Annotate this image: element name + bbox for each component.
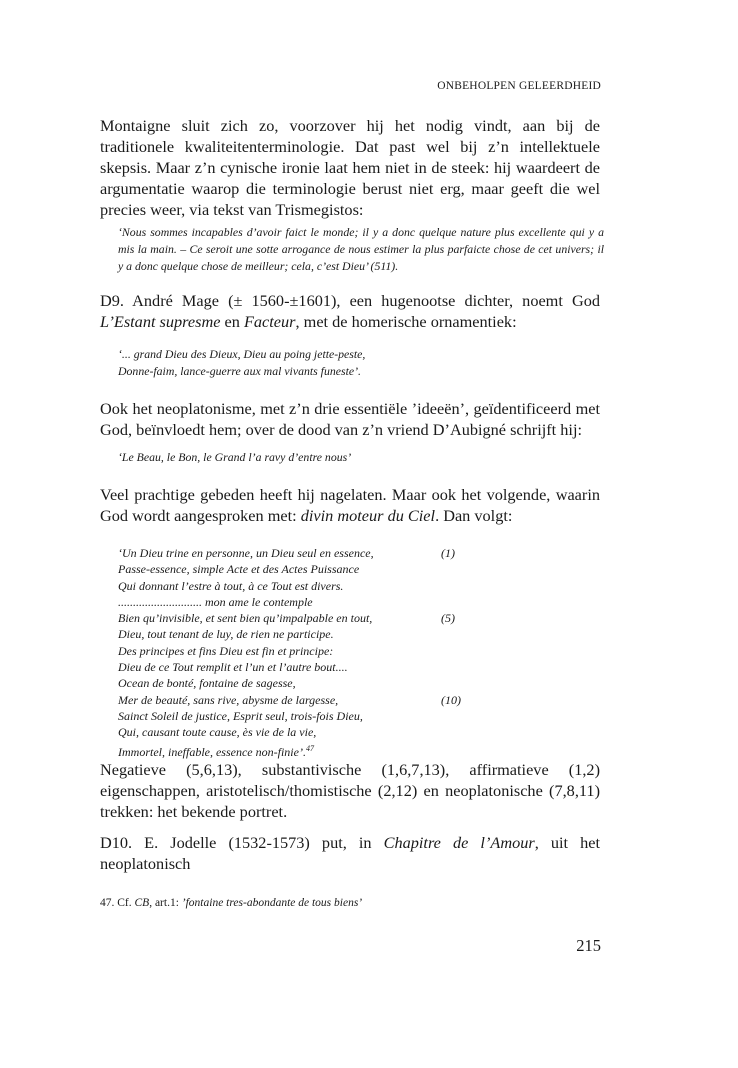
- poem-line: Immortel, ineffable, essence non-finie’.$^{47}$: [118, 743, 314, 759]
- poem-line: Des principes et fins Dieu est fin et principe:: [118, 643, 334, 658]
- footnote-quote: ’fontaine tres-abondante de tous biens’: [181, 897, 363, 909]
- poem-line: Sainct Soleil de justice, Esprit seul, trois-fois Dieu,: [118, 708, 363, 723]
- paragraph-mage-tail: , met de homerische ornamentiek:: [295, 312, 517, 331]
- line-number: (5): [441, 611, 455, 626]
- poem-line: Dieu de ce Tout remplit et l’un et l’autre bout....: [118, 660, 348, 675]
- poem: [118, 545, 518, 757]
- paragraph-montaigne: Montaigne sluit zich zo, voorzover hij het nodig vindt, aan bij de traditionele kwaliteitenterminologie. Dat past wel bij z’n intellektuele skepsis. Maar z’n cynische ironie laat hem niet in de steek: hij waardeert de argumentatie waarop die terminologie berust niet erg, maar geeft die wel precies weer, via tekst van Trismegistos:: [100, 116, 600, 219]
- footnote-mid: , art.1:: [149, 897, 182, 909]
- quote-le-beau: ‘Le Beau, le Bon, le Grand l’a ravy d’entre nous’: [118, 450, 352, 464]
- poem-line: Qui donnant l’estre à tout, à ce Tout est divers.: [118, 578, 344, 593]
- line-number: (10): [441, 692, 461, 707]
- paragraph-summary: Negatieve (5,6,13), substantivische (1,6,7,13), affirmatieve (1,2) eigenschappen, aristotelisch/thomistische (2,12) en neoplatonische (7,8,11) trekken: het bekende portret.: [100, 760, 600, 821]
- poem-line: Mer de beauté, sans rive, abysme de largesse, (10): [118, 692, 461, 707]
- footnote-marker: 47: [305, 743, 314, 753]
- poem-line: Bien qu’invisible, et sent bien qu’impalpable en tout, (5): [118, 611, 455, 626]
- poem-line: Dieu, tout tenant de luy, de rien ne participe.: [118, 627, 334, 642]
- poem-line: Passe-essence, simple Acte et des Actes Puissance: [118, 562, 360, 577]
- quote-homeric: [118, 346, 604, 380]
- paragraph-mage: [100, 290, 600, 332]
- paragraph-prayers-lead: Veel prachtige gebeden heeft hij nagelaten. Maar ook het volgende, waarin God wordt aangesproken met:: [100, 485, 600, 525]
- footnote-lead: 47. Cf.: [100, 897, 135, 909]
- poem-line: ............................ mon ame le contemple: [118, 594, 313, 609]
- quote-homeric-line-2: Donne-faim, lance-guerre aux mal vivants funeste’.: [118, 364, 361, 378]
- paragraph-prayers-tail: . Dan volgt:: [435, 506, 513, 525]
- paragraph-prayers: [100, 484, 600, 526]
- footnote-47: [100, 897, 600, 909]
- poem-line: ‘Un Dieu trine en personne, un Dieu seul en essence, (1): [118, 546, 455, 560]
- footnote-abbr: CB: [134, 897, 150, 909]
- poem-line: Ocean de bonté, fontaine de sagesse,: [118, 676, 296, 691]
- paragraph-neoplatonism: Ook het neoplatonisme, met z’n drie essentiële ’ideeën’, geïdentificeerd met God, beïnvloedt hem; over de dood van z’n vriend D’Aubigné schrijft hij:: [100, 399, 600, 439]
- running-head: ONBEHOLPEN GELEERDHEID: [437, 80, 601, 92]
- term-chapitre-amour: Chapitre de l’Amour: [383, 833, 535, 852]
- paragraph-jodelle: [100, 832, 600, 874]
- paragraph-mage-mid: en: [220, 312, 244, 331]
- paragraph-mage-lead: D9. André Mage (± 1560-±1601), een hugenootse dichter, noemt God: [100, 291, 600, 310]
- quote-trismegistos: ‘Nous sommes incapables d’avoir faict le monde; il y a donc quelque nature plus excellente qui y a mis la main. – Ce seroit une sotte arrogance de nous estimer la plus parfaicte chose de cet univers; il y a donc quelque chose de meilleur; cela, c’est Dieu’ (511).: [118, 225, 604, 273]
- paragraph-jodelle-lead: D10. E. Jodelle (1532-1573) put, in: [100, 833, 384, 852]
- paragraph-jodelle-tail: , uit het neoplatonisch: [100, 833, 601, 873]
- term-estant-supresme: L’Estant supresme: [100, 312, 221, 331]
- term-divin-moteur: divin moteur du Ciel: [300, 506, 436, 525]
- term-facteur: Facteur: [243, 312, 296, 331]
- quote-homeric-line-1: ‘... grand Dieu des Dieux, Dieu au poing jette-peste,: [118, 347, 366, 361]
- page-number: 215: [576, 936, 601, 955]
- poem-line: Qui, causant toute cause, ès vie de la vie,: [118, 725, 317, 740]
- line-number: (1): [441, 546, 455, 560]
